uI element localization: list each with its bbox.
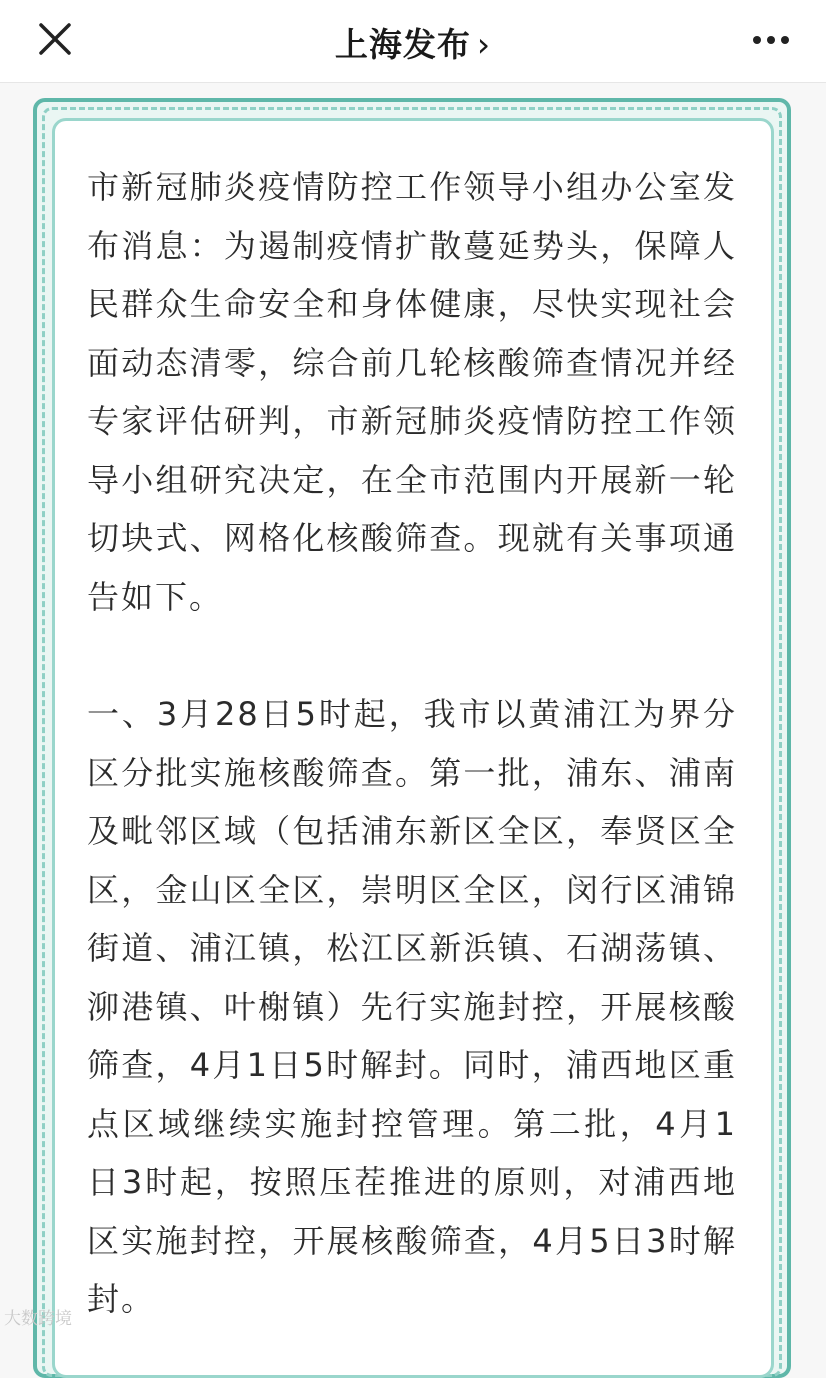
- more-options-button[interactable]: [749, 22, 793, 58]
- watermark: [4, 1304, 72, 1329]
- article-paragraph-intro: 市新冠肺炎疫情防控工作领导小组办公室发布消息：为遏制疫情扩散蔓延势头，保障人民群众生命安全和身体健康，尽快实现社会面动态清零，综合前几轮核酸筛查情况并经专家评估研判，市新冠肺炎疫情防控工作领导小组研究决定，在全市范围内开展新一轮切块式、网格化核酸筛查。现就有关事项通告如下。: [87, 168, 737, 616]
- chevron-right-icon: ›: [476, 25, 492, 64]
- article-body: [87, 158, 737, 1329]
- article-paragraph-item-1: 一、3月28日5时起，我市以黄浦江为界分区分批实施核酸筛查。第一批，浦东、浦南及毗邻区域（包括浦东新区全区，奉贤区全区，金山区全区，崇明区全区，闵行区浦锦街道、浦江镇，松江区新浜镇、石湖荡镇、泖港镇、叶榭镇）先行实施封控，开展核酸筛查，4月1日5时解封。同时，浦西地区重点区域继续实施封控管理。第二批，4月1日3时起，按照压茬推进的原则，对浦西地区实施封控，开展核酸筛查，4月5日3时解封。: [87, 695, 737, 1318]
- top-navigation-bar: [0, 0, 826, 83]
- account-title-link[interactable]: [0, 19, 826, 66]
- page-title: 上海发布: [334, 25, 471, 64]
- watermark-text: 大数跨境: [4, 1309, 72, 1329]
- more-icon: [749, 22, 793, 58]
